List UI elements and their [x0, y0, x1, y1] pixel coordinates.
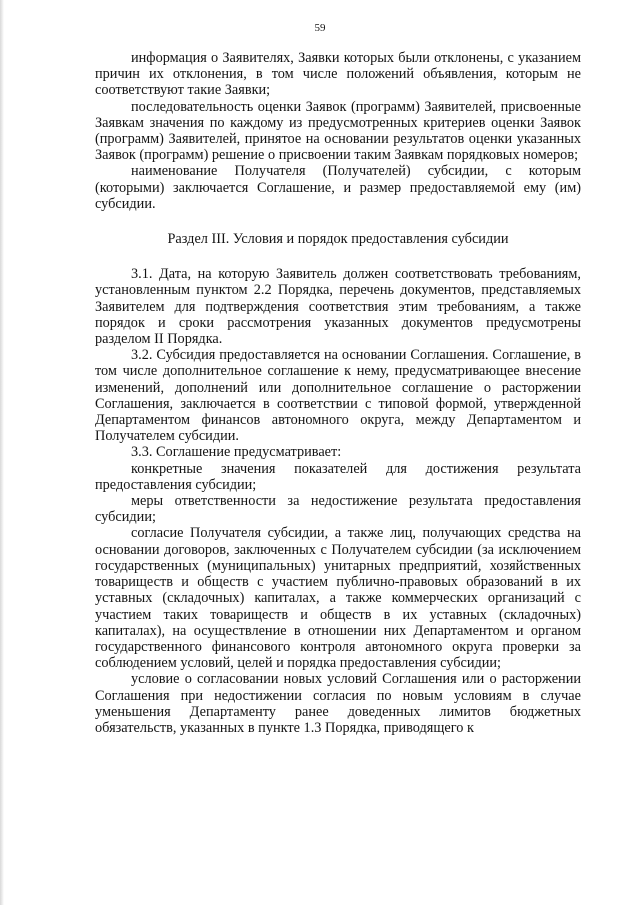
- section-heading: Раздел III. Условия и порядок предоставления субсидии: [167, 231, 509, 248]
- paragraph-indicator-values: конкретные значения показателей для достижения результата предоставления субсидии;: [95, 460, 581, 493]
- scan-edge-shadow: [0, 0, 4, 905]
- paragraph-evaluation-sequence: последовательность оценки Заявок (программ) Заявителей, присвоенные Заявкам значения по каждому из предусмотренных критериев оценки Заявок (программ) Заявителей, принятое на основании результатов оценки указанных Заявок (программ) решение о присвоении таким Заявкам порядковых номеров;: [95, 98, 581, 164]
- document-body: [95, 50, 581, 736]
- paragraph-rejected-applicants: информация о Заявителях, Заявки которых были отклонены, с указанием причин их отклонения, в том числе положений объявления, которым не соответствуют такие Заявки;: [95, 50, 581, 99]
- paragraph-consent: согласие Получателя субсидии, а также лиц, получающих средства на основании договоров, заключенных с Получателем субсидии (за исключением государственных (муниципальных) унитарных предприятий, хозяйственных товариществ и обществ с участием публично-правовых образований в их уставных (складочных) капиталах, а также коммерческих организаций с участием таких товариществ и обществ в их уставных (складочных) капиталах), на осуществление в отношении них Департаментом и органом государственного финансового контроля автономного округа проверки за соблюдением условий, целей и порядка предоставления субсидии;: [95, 525, 581, 672]
- paragraph-3-3: 3.3. Соглашение предусматривает:: [131, 444, 342, 461]
- page-number: 59: [314, 22, 326, 34]
- paragraph-3-2: 3.2. Субсидия предоставляется на основании Соглашения. Соглашение, в том числе дополнительное соглашение к нему, предусматривающее внесение изменений, дополнений или дополнительное соглашение о расторжении Соглашения, заключается в соответствии с типовой формой, утвержденной Департаментом финансов автономного округа, между Департаментом и Получателем субсидии.: [95, 347, 581, 445]
- paragraph-responsibility: меры ответственности за недостижение результата предоставления субсидии;: [95, 493, 581, 526]
- paragraph-new-conditions: условие о согласовании новых условий Соглашения или о расторжении Соглашения при недостижении согласия по новым условиям в случае уменьшения Департаменту ранее доведенных лимитов бюджетных обязательств, указанных в пункте 1.3 Порядка, приводящего к: [95, 671, 581, 736]
- paragraph-recipient-name: наименование Получателя (Получателей) субсидии, с которым (которыми) заключается Соглашение, и размер предоставляемой ему (им) субсидии.: [95, 163, 581, 212]
- paragraph-3-1: 3.1. Дата, на которую Заявитель должен соответствовать требованиям, установленным пунктом 2.2 Порядка, перечень документов, представляемых Заявителем для подтверждения соответствия этим требованиям, а также порядок и сроки рассмотрения указанных документов предусмотрены разделом II Порядка.: [95, 266, 581, 348]
